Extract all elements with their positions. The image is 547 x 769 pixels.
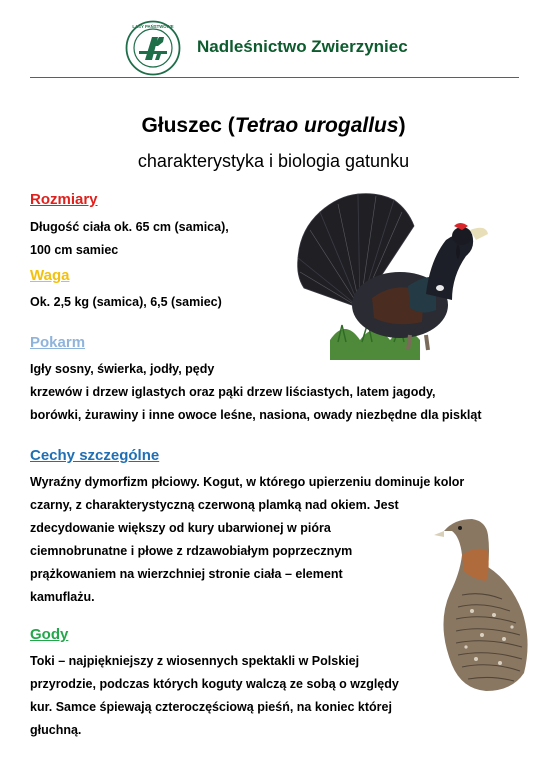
waga-line-1: Ok. 2,5 kg (samica), 6,5 (samiec) xyxy=(30,295,222,309)
lasy-panstwowe-logo xyxy=(125,20,181,76)
cechy-line-6: kamuflażu. xyxy=(30,590,95,604)
heading-gody: Gody xyxy=(30,626,69,643)
cechy-line-3: zdecydowanie większy od kury ubarwionej w pióra xyxy=(30,521,331,535)
logo-text: LASY PAŃSTWOWE xyxy=(132,24,174,29)
pokarm-line-3: borówki, żurawiny i inne owoce leśne, nasiona, owady niezbędne dla piskląt xyxy=(30,408,482,422)
pokarm-line-2: krzewów i drzew iglastych oraz pąki drzew liściastych, latem jagody, xyxy=(30,385,436,399)
heading-pokarm: Pokarm xyxy=(30,334,86,351)
cechy-line-2: czarny, z charakterystyczną czerwoną plamką nad okiem. Jest xyxy=(30,498,399,512)
rozmiary-line-1: Długość ciała ok. 65 cm (samica), xyxy=(30,220,229,234)
gody-line-4: głuchną. xyxy=(30,723,82,737)
heading-rozmiary: Rozmiary xyxy=(30,191,98,208)
gody-line-1: Toki – najpiękniejszy z wiosennych spektakli w Polskiej xyxy=(30,654,360,668)
rozmiary-line-2: 100 cm samiec xyxy=(30,243,119,257)
org-name: Nadleśnictwo Zwierzyniec xyxy=(197,37,408,56)
latin-name: Tetrao urogallus xyxy=(234,114,399,137)
header-divider xyxy=(30,77,519,78)
gody-line-3: kur. Samce śpiewają czteroczęściową pieśń, na koniec której xyxy=(30,700,392,714)
capercaillie-male-photo xyxy=(290,190,500,360)
heading-waga: Waga xyxy=(30,267,70,284)
cechy-line-4: ciemnobrunatne i płowe z rdzawobiałym poprzecznym xyxy=(30,544,353,558)
gody-line-2: przyrodzie, podczas których koguty walczą ze sobą o względy xyxy=(30,677,399,691)
heading-cechy: Cechy szczególne xyxy=(30,447,160,464)
cechy-line-1: Wyraźny dymorfizm płciowy. Kogut, w którego upierzeniu dominuje kolor xyxy=(30,475,465,489)
pokarm-line-1: Igły sosny, świerka, jodły, pędy xyxy=(30,362,215,376)
page-title: Głuszec (Tetrao urogallus) xyxy=(141,114,406,137)
cechy-line-5: prążkowaniem na wierzchniej stronie ciała – element xyxy=(30,567,343,581)
header xyxy=(0,0,547,80)
page-subtitle: charakterystyka i biologia gatunku xyxy=(137,151,410,171)
capercaillie-female-photo xyxy=(432,515,534,697)
